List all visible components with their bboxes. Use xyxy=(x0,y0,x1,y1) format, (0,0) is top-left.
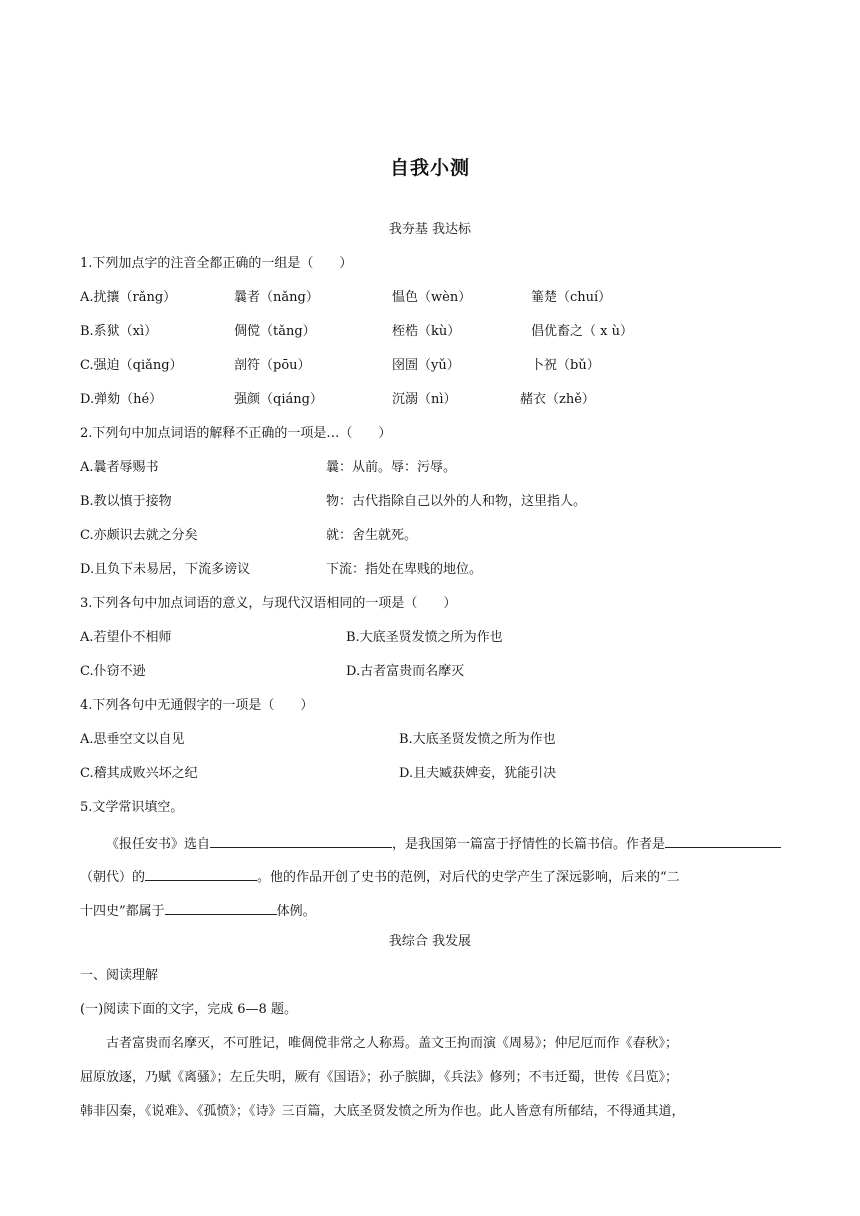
q1-option-a-4: 箠楚（chuí） xyxy=(531,290,612,305)
question-5-stem: 5.文学常识填空。 xyxy=(80,800,184,815)
q2-option-d-sentence: D.且负下未易居，下流多谤议 xyxy=(80,562,251,577)
fill-blank-role[interactable] xyxy=(145,866,257,881)
question-3-stem: 3.下列各句中加点词语的意义，与现代汉语相同的一项是（ ） xyxy=(80,596,457,611)
q2-option-a-sentence: A.曩者辱赐书 xyxy=(80,460,159,475)
q1-option-b-4: 倡优畜之（ x ù） xyxy=(531,324,633,339)
q1-option-d-1: D.弹劾（hé） xyxy=(80,392,163,407)
q1-option-a-1: A.扰攘（rǎng） xyxy=(80,290,177,305)
passage-line-1: 古者富贵而名摩灭，不可胜记，唯倜傥非常之人称焉。盖文王拘而演《周易》；仲尼厄而作《春秋》； xyxy=(106,1036,679,1051)
q4-option-c: C.稽其成败兴坏之纪 xyxy=(80,766,198,781)
q4-option-a: A.思垂空文以自见 xyxy=(80,732,185,747)
q1-option-d-3: 沉溺（nì） xyxy=(392,392,457,407)
section-heading-comprehensive: 我综合 我发展 xyxy=(388,934,472,949)
reading-intro: (一)阅读下面的文字，完成 6—8 题。 xyxy=(80,1002,297,1017)
q5-line-3 xyxy=(80,900,780,921)
passage-line-2: 屈原放逐，乃赋《离骚》；左丘失明，厥有《国语》；孙子膑脚，《兵法》修列；不韦迁蜀，世传《吕览》； xyxy=(80,1070,679,1085)
q2-option-b-sentence: B.教以慎于接物 xyxy=(80,494,172,509)
q1-option-b-1: B.系狱（xì） xyxy=(80,324,158,339)
q5-text-2: ，是我国第一篇富于抒情性的长篇书信。作者是 xyxy=(392,837,666,852)
fill-blank-author[interactable] xyxy=(665,833,781,848)
fill-blank-source[interactable] xyxy=(210,833,392,848)
passage-line-3: 韩非囚秦，《说难》、《孤愤》；《诗》三百篇，大底圣贤发愤之所为作也。此人皆意有所郁结，不得通其道， xyxy=(80,1104,685,1119)
q2-option-c-sentence: C.亦颇识去就之分矣 xyxy=(80,528,198,543)
q1-option-d-2: 强颜（qiáng） xyxy=(234,392,323,407)
q2-option-b-gloss: 物：古代指除自己以外的人和物，这里指人。 xyxy=(326,494,587,509)
part-heading-reading: 一、阅读理解 xyxy=(80,968,159,983)
q4-option-b: B.大底圣贤发愤之所为作也 xyxy=(399,732,556,747)
fill-blank-style[interactable] xyxy=(165,900,277,915)
q1-option-a-2: 曩者（nǎng） xyxy=(234,290,319,305)
q1-option-c-1: C.强迫（qiǎng） xyxy=(80,358,183,373)
q5-text-3: （朝代）的 xyxy=(80,870,146,885)
section-heading-basic: 我夯基 我达标 xyxy=(388,222,472,237)
question-2-stem: 2.下列句中加点词语的解释不正确的一项是…（ ） xyxy=(80,426,392,441)
page-title: 自我小测 xyxy=(389,157,470,179)
q3-option-c: C.仆窃不逊 xyxy=(80,664,146,679)
q3-option-b: B.大底圣贤发愤之所为作也 xyxy=(346,630,503,645)
q5-text-1: 《报任安书》选自 xyxy=(106,837,211,852)
q5-line-1 xyxy=(106,833,806,854)
q2-option-c-gloss: 就：舍生就死。 xyxy=(326,528,418,543)
question-4-stem: 4.下列各句中无通假字的一项是（ ） xyxy=(80,698,314,713)
q2-option-a-gloss: 曩：从前。辱：污辱。 xyxy=(326,460,457,475)
q1-option-d-4: 赭衣（zhě） xyxy=(520,392,595,407)
q4-option-d: D.且夫臧获婢妾，犹能引决 xyxy=(399,766,557,781)
q1-option-b-3: 桎梏（kù） xyxy=(392,324,461,339)
q1-option-c-4: 卜祝（bǔ） xyxy=(531,358,600,373)
q5-text-5: 十四史”都属于 xyxy=(80,904,165,919)
q3-option-d: D.古者富贵而名摩灭 xyxy=(346,664,465,679)
question-1-stem: 1.下列加点字的注音全都正确的一组是（ ） xyxy=(80,256,353,271)
q3-option-a: A.若望仆不相师 xyxy=(80,630,172,645)
q5-line-2 xyxy=(80,866,780,887)
q1-option-a-3: 愠色（wèn） xyxy=(392,290,472,305)
q1-option-b-2: 倜傥（tǎng） xyxy=(234,324,316,339)
q2-option-d-gloss: 下流：指处在卑贱的地位。 xyxy=(326,562,483,577)
q1-option-c-2: 剖符（pōu） xyxy=(234,358,311,373)
q5-text-4: 。他的作品开创了史书的范例，对后代的史学产生了深远影响，后来的“二 xyxy=(257,870,680,885)
q1-option-c-3: 囹圄（yǔ） xyxy=(392,358,460,373)
q5-text-6: 体例。 xyxy=(276,904,316,919)
